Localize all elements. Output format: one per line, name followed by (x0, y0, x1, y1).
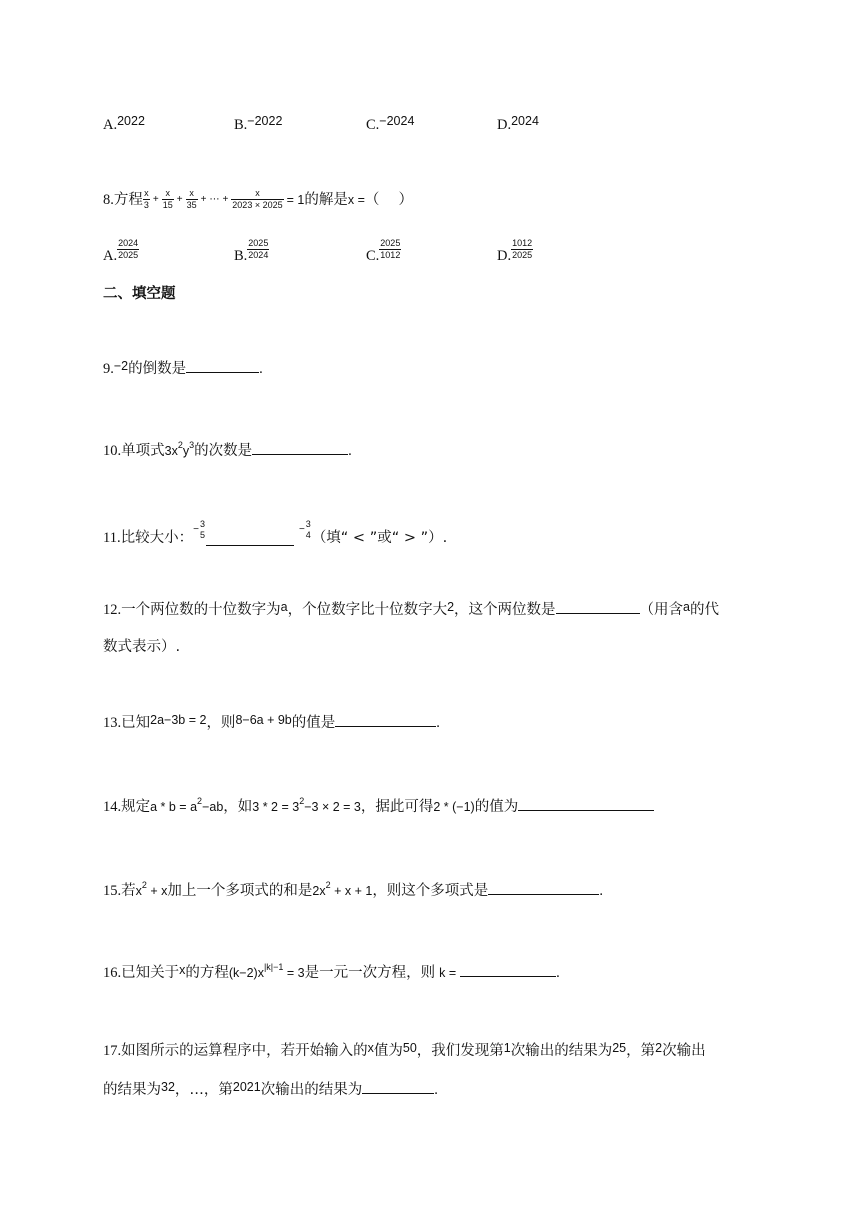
math-expr: 3x (164, 444, 178, 458)
question-text: 次输出的结果为 (260, 1082, 363, 1098)
fraction: $\frac{x}{3}$ (143, 188, 149, 210)
question-13 (103, 712, 440, 733)
question-number: 16. (103, 965, 122, 981)
math-expr: −3 × 2 = 3 (304, 800, 361, 814)
question-8 (103, 188, 413, 211)
equals-one: = 1 (286, 192, 305, 207)
question-14 (103, 796, 654, 818)
q8-option-a (103, 232, 139, 266)
question-text: 次输出的结果为 (510, 1043, 613, 1059)
exponent: |k|−1 (263, 962, 284, 972)
fraction: $\frac{1012}{2025}$ (512, 237, 533, 260)
question-number: 8. (103, 191, 114, 208)
question-text: 的次数是 (194, 443, 253, 459)
math-expr: −ab (202, 800, 224, 814)
q8-option-d (497, 232, 533, 266)
math-expr: + x + 1 (330, 884, 373, 898)
math-expr: = 3 (283, 966, 305, 980)
question-text: ，则 (206, 715, 236, 731)
exponent: 2 (197, 796, 203, 806)
answer-paren: （ ） (364, 191, 413, 208)
fraction: $\frac{x}{35}$ (186, 188, 197, 210)
period: . (259, 361, 263, 377)
question-text: 如图所示的运算程序中，若开始输入的 (121, 1043, 368, 1059)
question-text: （填“ < ”或“ > ”）. (311, 530, 448, 546)
question-text: 的解是 (304, 191, 348, 208)
math-num: 1 (503, 1041, 511, 1055)
math-expr: 8−6a + 9b (235, 713, 292, 727)
math-expr: (k−2)x (228, 966, 264, 980)
question-text: 规定 (121, 799, 151, 815)
period: . (436, 715, 440, 731)
exponent: 2 (177, 440, 183, 450)
period: . (556, 965, 560, 981)
question-text: 一个两位数的十位数字为 (121, 602, 281, 618)
question-number: 15. (103, 883, 122, 899)
q8-option-b (234, 232, 269, 266)
plus-sign: + (200, 193, 207, 205)
option-value: 2022 (117, 114, 145, 128)
fraction: $\frac{2024}{2025}$ (118, 237, 139, 260)
question-12-line-2: 数式表示）. (103, 639, 181, 655)
question-number: 13. (103, 715, 122, 731)
option-letter: D. (497, 117, 512, 133)
ellipsis: ⋯ (209, 193, 220, 205)
period: . (599, 883, 603, 899)
math-var: x (367, 1041, 374, 1055)
question-text: （用含 (639, 602, 684, 618)
math-var: a (683, 600, 690, 614)
math-var: a (280, 600, 288, 614)
math-expr: −2 (113, 359, 129, 373)
option-letter: A. (103, 117, 118, 133)
q7-option-a (103, 115, 145, 135)
fraction: $\frac{2025}{1012}$ (380, 237, 401, 260)
question-9 (103, 358, 263, 379)
question-text: 是一元一次方程，则 (304, 965, 436, 981)
math-num: 2 (655, 1041, 663, 1055)
question-text: 的方程 (185, 965, 229, 981)
fraction: 3 4 (305, 519, 311, 540)
fraction: $\frac{2025}{2024}$ (248, 237, 269, 260)
question-text: 加上一个多项式的和是 (167, 883, 313, 899)
question-text: 的值为 (474, 799, 519, 815)
math-var: x (179, 963, 186, 977)
math-expr: 2x (312, 884, 326, 898)
question-text: 若 (121, 883, 136, 899)
period: . (434, 1082, 438, 1098)
exponent: 2 (325, 880, 331, 890)
exponent: 2 (141, 880, 147, 890)
question-text: 的倒数是 (128, 361, 187, 377)
plus-sign: + (222, 193, 229, 205)
question-number: 9. (103, 361, 114, 377)
question-text: 次输出 (662, 1043, 706, 1059)
question-number: 17. (103, 1043, 122, 1059)
exponent: 2 (299, 796, 305, 806)
question-17-line-2 (103, 1079, 438, 1100)
answer-blank[interactable] (556, 599, 640, 614)
question-10 (103, 440, 352, 462)
question-text: 的值是 (291, 715, 336, 731)
answer-blank[interactable] (488, 880, 599, 895)
math-expr: y (182, 444, 190, 458)
period: . (348, 443, 352, 459)
math-expr: x (135, 884, 142, 898)
x-equals: x = (347, 192, 365, 207)
q8-option-c (366, 232, 401, 266)
answer-blank[interactable] (518, 796, 654, 811)
question-text: ，第 (626, 1043, 656, 1059)
option-letter: A. (103, 248, 118, 264)
question-text: 值为 (373, 1043, 403, 1059)
fraction: $\frac{x}{2023 \times 2025}$ (232, 188, 283, 210)
option-letter: B. (234, 248, 248, 264)
option-letter: D. (497, 248, 512, 264)
question-text: 比较大小： (120, 530, 194, 546)
question-text: ，个位数字比十位数字大 (287, 602, 448, 618)
question-text: ，这个两位数是 (454, 602, 556, 618)
math-expr: 2 * (−1) (433, 800, 475, 814)
option-value: 2024 (511, 114, 539, 128)
answer-blank[interactable] (362, 1079, 434, 1094)
option-letter: C. (366, 117, 380, 133)
option-value: −2024 (379, 114, 415, 128)
question-text: ，我们发现第 (416, 1043, 504, 1059)
minus-sign: − (193, 524, 199, 535)
question-text: 单项式 (121, 443, 165, 459)
question-text: 方程 (113, 191, 143, 208)
fraction: $\frac{x}{15}$ (162, 188, 173, 210)
question-number: 14. (103, 799, 122, 815)
option-letter: C. (366, 248, 380, 264)
math-num: 32 (161, 1080, 175, 1094)
question-number: 12. (103, 602, 122, 618)
answer-blank[interactable] (206, 531, 294, 546)
section-title: 二、填空题 (103, 286, 176, 302)
q7-option-b (234, 115, 282, 135)
question-number: 11. (103, 530, 121, 546)
question-text: ，如 (223, 799, 253, 815)
answer-blank[interactable] (335, 712, 436, 727)
math-num: 50 (402, 1041, 417, 1055)
math-num: 2 (447, 600, 455, 614)
question-17 (103, 1041, 706, 1061)
fraction: 3 5 (199, 519, 205, 540)
math-expr: + x (146, 884, 168, 898)
option-value: −2022 (247, 114, 283, 128)
question-11 (103, 512, 447, 548)
exponent: 3 (189, 440, 195, 450)
q7-option-d (497, 115, 539, 135)
question-15 (103, 880, 603, 902)
math-expr: 2a−3b = 2 (150, 713, 207, 727)
q7-option-c (366, 115, 414, 135)
question-text: 已知关于 (121, 965, 180, 981)
question-16 (103, 962, 560, 984)
answer-blank[interactable] (252, 440, 348, 455)
question-text: 已知 (121, 715, 151, 731)
question-text: 的代 (689, 602, 719, 618)
question-text: ，据此可得 (360, 799, 434, 815)
math-expr: a * b = a (150, 800, 198, 814)
question-text: ，…，第 (174, 1082, 233, 1098)
question-12 (103, 599, 719, 620)
option-letter: B. (234, 117, 248, 133)
question-text: 的结果为 (103, 1082, 161, 1098)
math-expr: k = (439, 966, 457, 980)
plus-sign: + (176, 193, 183, 205)
minus-sign: − (298, 524, 305, 535)
answer-blank[interactable] (460, 962, 556, 977)
math-num: 25 (612, 1041, 627, 1055)
math-expr: 3 * 2 = 3 (252, 800, 300, 814)
plus-sign: + (152, 193, 159, 205)
question-number: 10. (103, 443, 122, 459)
question-text: ，则这个多项式是 (372, 883, 489, 899)
math-num: 2021 (232, 1080, 261, 1094)
answer-blank[interactable] (186, 358, 259, 373)
